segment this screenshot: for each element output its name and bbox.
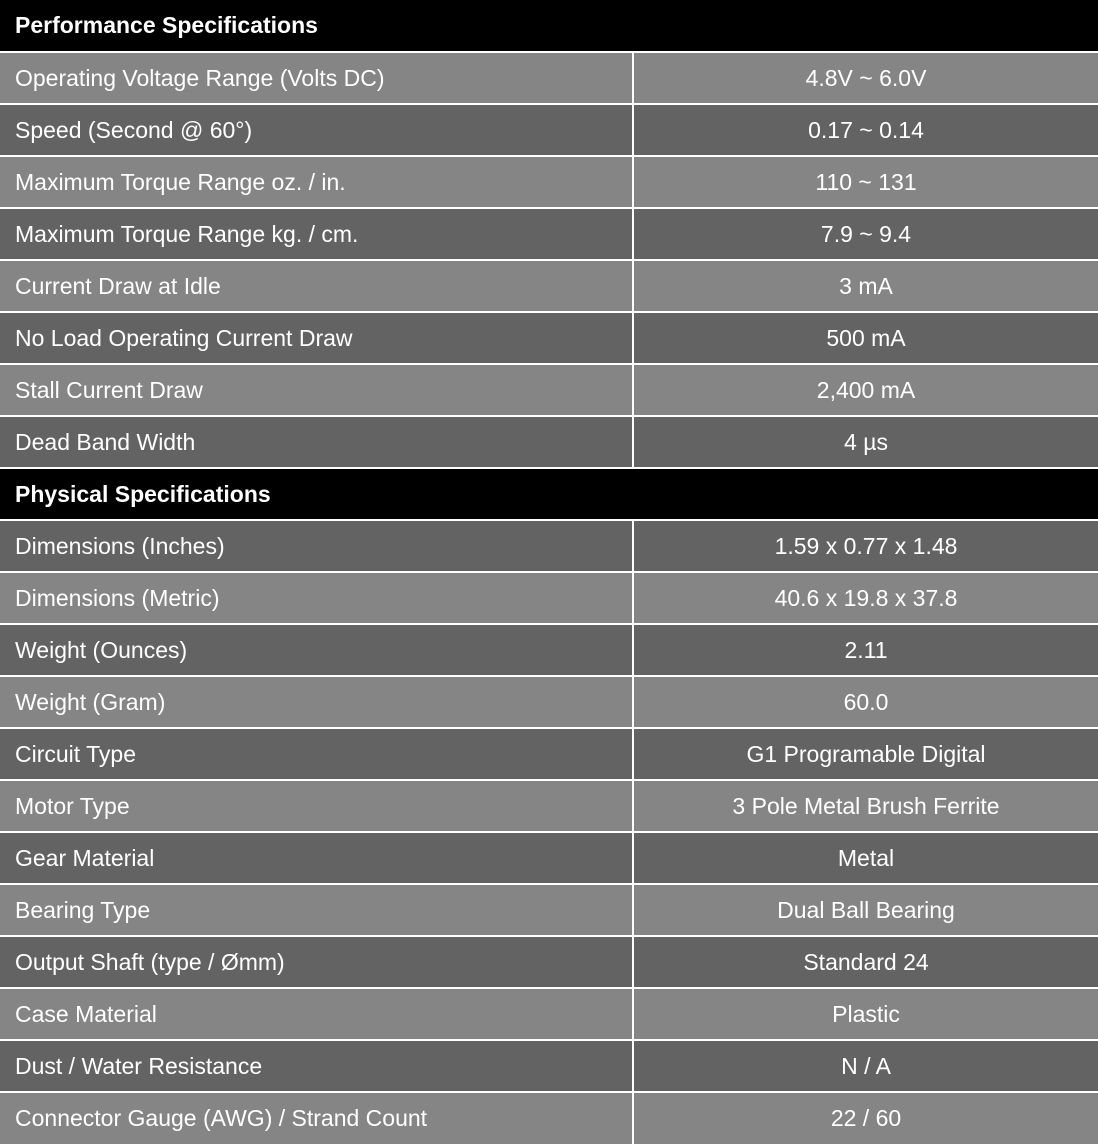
spec-label: Dimensions (Metric) (0, 572, 633, 624)
spec-value: 2,400 mA (633, 364, 1098, 416)
spec-label: Maximum Torque Range oz. / in. (0, 156, 633, 208)
spec-value: Metal (633, 832, 1098, 884)
table-row (0, 832, 1098, 884)
table-row (0, 520, 1098, 572)
spec-label: Dimensions (Inches) (0, 520, 633, 572)
table-row (0, 1040, 1098, 1092)
spec-label: Speed (Second @ 60°) (0, 104, 633, 156)
table-row (0, 572, 1098, 624)
table-row (0, 208, 1098, 260)
spec-value: 60.0 (633, 676, 1098, 728)
table-row (0, 260, 1098, 312)
spec-value: 500 mA (633, 312, 1098, 364)
spec-value: Plastic (633, 988, 1098, 1040)
spec-label: Motor Type (0, 780, 633, 832)
section-title: Performance Specifications (0, 0, 1098, 52)
table-row (0, 416, 1098, 468)
spec-label: Dust / Water Resistance (0, 1040, 633, 1092)
spec-value: 40.6 x 19.8 x 37.8 (633, 572, 1098, 624)
spec-value: 110 ~ 131 (633, 156, 1098, 208)
spec-label: Maximum Torque Range kg. / cm. (0, 208, 633, 260)
spec-label: Current Draw at Idle (0, 260, 633, 312)
spec-label: Output Shaft (type / Ømm) (0, 936, 633, 988)
spec-value: 3 Pole Metal Brush Ferrite (633, 780, 1098, 832)
table-row (0, 156, 1098, 208)
spec-label: Case Material (0, 988, 633, 1040)
table-row (0, 104, 1098, 156)
table-row (0, 52, 1098, 104)
section-header-physical (0, 468, 1098, 520)
spec-label: Bearing Type (0, 884, 633, 936)
spec-value: 2.11 (633, 624, 1098, 676)
spec-value: 3 mA (633, 260, 1098, 312)
table-row (0, 312, 1098, 364)
spec-label: Weight (Gram) (0, 676, 633, 728)
table-row (0, 988, 1098, 1040)
spec-value: 1.59 x 0.77 x 1.48 (633, 520, 1098, 572)
spec-value: 4.8V ~ 6.0V (633, 52, 1098, 104)
spec-label: No Load Operating Current Draw (0, 312, 633, 364)
table-row (0, 780, 1098, 832)
spec-label: Dead Band Width (0, 416, 633, 468)
spec-value: 4 µs (633, 416, 1098, 468)
section-header-performance (0, 0, 1098, 52)
spec-value: 22 / 60 (633, 1092, 1098, 1144)
table-row (0, 364, 1098, 416)
table-row (0, 728, 1098, 780)
table-row (0, 1092, 1098, 1144)
table-row (0, 936, 1098, 988)
spec-value: Standard 24 (633, 936, 1098, 988)
spec-value: G1 Programable Digital (633, 728, 1098, 780)
spec-label: Circuit Type (0, 728, 633, 780)
spec-label: Gear Material (0, 832, 633, 884)
spec-label: Operating Voltage Range (Volts DC) (0, 52, 633, 104)
spec-value: 0.17 ~ 0.14 (633, 104, 1098, 156)
spec-value: 7.9 ~ 9.4 (633, 208, 1098, 260)
section-title: Physical Specifications (0, 468, 1098, 520)
spec-label: Stall Current Draw (0, 364, 633, 416)
spec-value: N / A (633, 1040, 1098, 1092)
spec-value: Dual Ball Bearing (633, 884, 1098, 936)
table-row (0, 624, 1098, 676)
spec-label: Weight (Ounces) (0, 624, 633, 676)
spec-label: Connector Gauge (AWG) / Strand Count (0, 1092, 633, 1144)
table-row (0, 676, 1098, 728)
table-row (0, 884, 1098, 936)
